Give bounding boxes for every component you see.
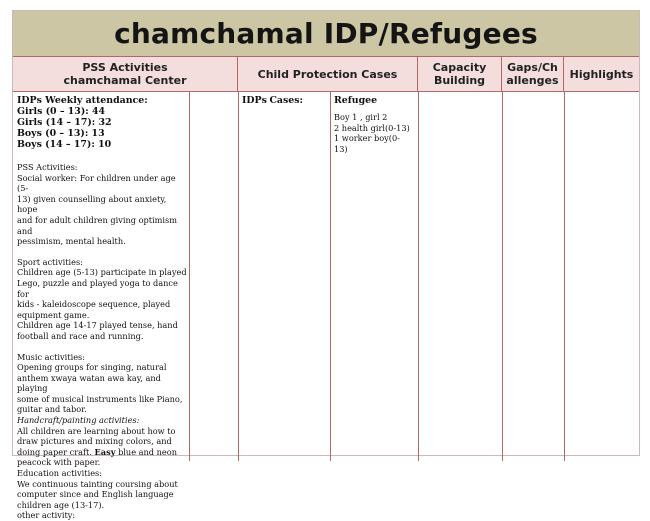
header-pss-line1: PSS Activities xyxy=(82,61,168,74)
title-banner xyxy=(13,11,639,57)
table-header-row xyxy=(13,57,639,92)
pss-line: pessimism, mental health. xyxy=(17,236,126,247)
handcraft-line: All children are learning about how to xyxy=(17,425,176,436)
pss-line: and for adult children giving optimism and xyxy=(17,214,178,236)
document-page xyxy=(12,10,640,521)
handcraft-heading: Handcraft/painting activities: xyxy=(17,415,140,426)
music-line: Opening groups for singing, natural xyxy=(17,362,167,373)
header-capacity-line2: Building xyxy=(433,74,486,87)
header-pss-activities xyxy=(13,57,238,91)
music-line: guitar and tabor. xyxy=(17,404,87,415)
pss-heading: PSS Activities: xyxy=(17,162,78,172)
attendance-title: IDPs Weekly attendance: xyxy=(17,95,148,106)
header-child-protection-label: Child Protection Cases xyxy=(257,67,398,81)
idps-cases-suffix: Cases: xyxy=(269,95,303,106)
handcraft-line3-bold: Easy xyxy=(94,446,116,457)
page-title: chamchamal IDP/Refugees xyxy=(114,17,538,50)
music-line: anthem xwaya watan awa kay, and playing xyxy=(17,372,161,394)
pss-activities-cell xyxy=(17,95,189,521)
education-heading: Education activities: xyxy=(17,468,103,479)
refugee-line: Boy 1 , girl 2 xyxy=(334,112,388,122)
education-line: computer since and English language xyxy=(17,489,174,500)
sport-line: kids - kaleidoscope sequence, played xyxy=(17,299,171,310)
header-highlights xyxy=(564,57,639,91)
attendance-girls-14-17: Girls (14 – 17): 32 xyxy=(17,117,112,128)
column-divider xyxy=(418,91,419,461)
header-capacity-building xyxy=(418,57,502,91)
education-other: other activity: xyxy=(17,510,76,521)
refugee-line: 2 health girl(0-13) xyxy=(334,122,410,133)
sport-line: Children age (5-13) participate in played xyxy=(17,267,187,278)
column-divider xyxy=(238,91,239,461)
handcraft-line3-pre: doing paper craft. xyxy=(17,446,95,457)
sport-line: Children age 14-17 played tense, hand xyxy=(17,320,178,331)
sport-line: football and race and running. xyxy=(17,330,144,341)
refugee-label: Refugee xyxy=(334,95,378,106)
idps-cases-cell xyxy=(242,95,328,106)
header-highlights-label: Highlights xyxy=(569,67,634,81)
column-divider xyxy=(330,91,331,461)
refugee-line: 1 worker boy(0- xyxy=(334,133,400,144)
header-gaps-challenges xyxy=(502,57,564,91)
header-gaps-line1: Gaps/Ch xyxy=(507,61,558,74)
handcraft-line: draw pictures and mixing colors, and xyxy=(17,436,172,447)
education-line: children age (13-17). xyxy=(17,499,105,510)
music-line: some of musical instruments like Piano, xyxy=(17,393,183,404)
sport-heading: Sport activities: xyxy=(17,256,83,267)
refugee-line: 13) xyxy=(334,143,348,154)
attendance-boys-0-13: Boys (0 – 13): 13 xyxy=(17,128,105,139)
education-line: We continuous tainting coursing about xyxy=(17,478,178,489)
header-child-protection xyxy=(238,57,418,91)
idps-label: IDPs xyxy=(242,95,267,106)
sport-line: equipment game. xyxy=(17,309,90,320)
column-divider xyxy=(189,91,190,461)
pss-line: 13) given counselling about anxiety, hope xyxy=(17,193,167,215)
handcraft-line-3 xyxy=(17,447,189,458)
column-divider xyxy=(502,91,503,461)
sport-line: Lego, puzzle and played yoga to dance for xyxy=(17,277,178,299)
header-gaps-line2: allenges xyxy=(506,74,559,87)
attendance-boys-14-17: Boys (14 – 17): 10 xyxy=(17,139,112,150)
refugee-cases-cell xyxy=(334,95,416,154)
header-pss-line2: chamchamal Center xyxy=(63,74,187,87)
header-capacity-line1: Capacity xyxy=(432,61,487,74)
music-heading: Music activities: xyxy=(17,351,85,362)
attendance-girls-0-13: Girls (0 – 13): 44 xyxy=(17,106,106,117)
column-divider xyxy=(564,91,565,461)
handcraft-line3-post: blue and neon xyxy=(115,446,177,457)
pss-line: Social worker: For children under age (5- xyxy=(17,172,176,194)
handcraft-line: peacock with paper. xyxy=(17,457,101,468)
